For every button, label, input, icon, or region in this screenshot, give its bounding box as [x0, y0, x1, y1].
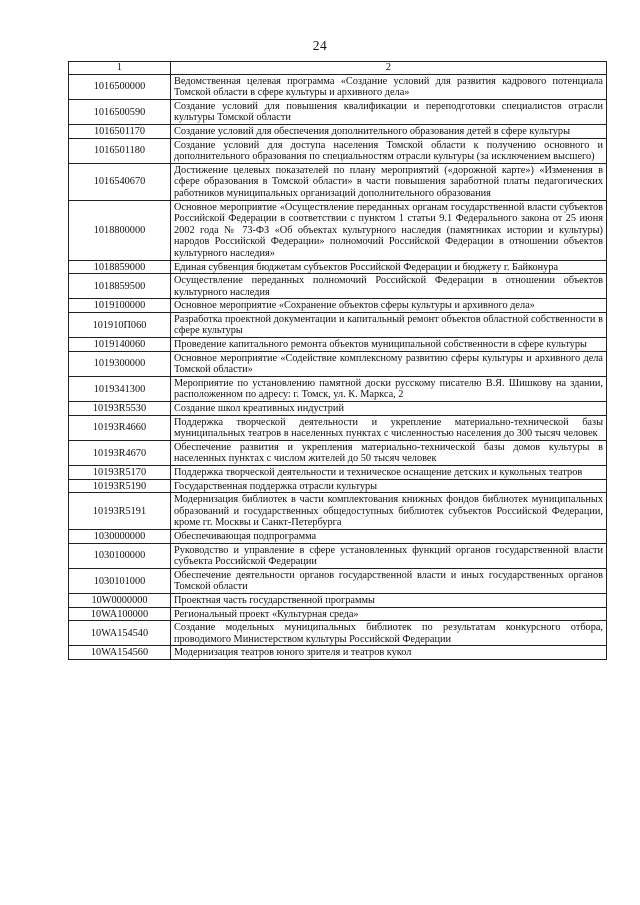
row-code: 1016501180 [69, 138, 171, 163]
row-code: 1016540670 [69, 163, 171, 200]
table-row [69, 543, 607, 568]
table-row [69, 440, 607, 465]
row-name: Руководство и управление в сфере установленных функций органов государственной власти субъекта Российской Федерации [171, 543, 607, 568]
row-code: 101910П060 [69, 312, 171, 337]
table-row [69, 163, 607, 200]
row-name: Мероприятие по установлению памятной доски русскому писателю В.Я. Шишкову на здании, расположенном по адресу: г. Томск, ул. К. Маркса, 2 [171, 376, 607, 401]
row-name: Государственная поддержка отрасли культуры [171, 479, 607, 493]
table-row [69, 593, 607, 607]
row-name: Модернизация библиотек в части комплектования книжных фондов библиотек муниципальных образований и государственных общедоступных библиотек субъектов Российской Федерации, кроме гг. Москвы и Санкт-Петербурга [171, 493, 607, 530]
row-code: 1016501170 [69, 124, 171, 138]
row-name: Создание условий для обеспечения дополнительного образования детей в сфере культуры [171, 124, 607, 138]
row-name: Обеспечение развития и укрепления материально-технической базы домов культуры в населенных пунктах с числом жителей до 50 тысяч человек [171, 440, 607, 465]
row-name: Поддержка творческой деятельности и укрепление материально-технической базы муниципальных театров в населенных пунктах с численностью населения до 300 тысяч человек [171, 415, 607, 440]
row-name: Единая субвенция бюджетам субъектов Российской Федерации и бюджету г. Байконура [171, 260, 607, 274]
row-code: 1030000000 [69, 529, 171, 543]
row-code: 1018859500 [69, 274, 171, 299]
row-name: Создание школ креативных индустрий [171, 402, 607, 416]
row-name: Проектная часть государственной программы [171, 593, 607, 607]
row-code: 10W0000000 [69, 593, 171, 607]
row-name: Разработка проектной документации и капитальный ремонт объектов областной собственности в сфере культуры [171, 312, 607, 337]
row-code: 1019341300 [69, 376, 171, 401]
row-name: Основное мероприятие «Сохранение объектов сферы культуры и архивного дела» [171, 299, 607, 313]
row-code: 10WA100000 [69, 607, 171, 621]
row-code: 10193R5190 [69, 479, 171, 493]
row-name: Достижение целевых показателей по плану мероприятий («дорожной карте») «Изменения в сфере образования в Томской области» в части повышения заработной платы педагогических работников муниципальных организаций дополнительного образования [171, 163, 607, 200]
table-row [69, 376, 607, 401]
row-name: Осуществление переданных полномочий Российской Федерации в отношении объектов культурного наследия [171, 274, 607, 299]
row-name: Региональный проект «Культурная среда» [171, 607, 607, 621]
table-row [69, 479, 607, 493]
row-name: Создание условий для доступа населения Томской области к получению основного и дополнительного образования по специальностям отрасли культуры (за исключением высшего) [171, 138, 607, 163]
row-name: Ведомственная целевая программа «Создание условий для развития кадрового потенциала Томской области в сфере культуры и архивного дела» [171, 74, 607, 99]
row-code: 1016500000 [69, 74, 171, 99]
column-header-code: 1 [69, 62, 171, 75]
table-row [69, 74, 607, 99]
table-row [69, 493, 607, 530]
table-row [69, 646, 607, 660]
row-name: Основное мероприятие «Содействие комплексному развитию сферы культуры и архивного дела Томской области» [171, 351, 607, 376]
row-name: Основное мероприятие «Осуществление переданных органам государственной власти субъектов Российской Федерации в соответствии с пунктом 1 статьи 9.1 Федерального закона от 25 июня 2002 года № 73-ФЗ «Об объектах культурного наследия (памятниках истории и культуры) народов Российской Федерации» полномочий Российской Федерации в отношении объектов культурного наследия» [171, 200, 607, 260]
row-name: Модернизация театров юного зрителя и театров кукол [171, 646, 607, 660]
table-row [69, 260, 607, 274]
row-name: Обеспечение деятельности органов государственной власти и иных государственных органов Томской области [171, 568, 607, 593]
table-row [69, 124, 607, 138]
page-number: 24 [312, 38, 328, 53]
table-row [69, 274, 607, 299]
row-code: 10WA154560 [69, 646, 171, 660]
table-row [69, 99, 607, 124]
row-code: 1019100000 [69, 299, 171, 313]
table-row [69, 607, 607, 621]
table-row [69, 621, 607, 646]
table-row [69, 200, 607, 260]
row-code: 1030101000 [69, 568, 171, 593]
table-row [69, 299, 607, 313]
row-code: 10193R5170 [69, 466, 171, 480]
table-row [69, 529, 607, 543]
row-code: 10193R4660 [69, 415, 171, 440]
table-row [69, 415, 607, 440]
row-code: 1030100000 [69, 543, 171, 568]
table-row [69, 568, 607, 593]
row-name: Поддержка творческой деятельности и техническое оснащение детских и кукольных театров [171, 466, 607, 480]
row-code: 1016500590 [69, 99, 171, 124]
table-row [69, 312, 607, 337]
budget-classification-table [68, 61, 607, 660]
row-name: Создание условий для повышения квалификации и переподготовки специалистов отрасли культуры Томской области [171, 99, 607, 124]
table-row [69, 466, 607, 480]
row-code: 1018800000 [69, 200, 171, 260]
row-code: 1019140060 [69, 338, 171, 352]
row-code: 1018859000 [69, 260, 171, 274]
row-code: 10193R5530 [69, 402, 171, 416]
row-code: 1019300000 [69, 351, 171, 376]
table-row [69, 351, 607, 376]
table-row [69, 338, 607, 352]
column-header-name: 2 [171, 62, 607, 75]
table-row [69, 402, 607, 416]
row-name: Создание модельных муниципальных библиотек по результатам конкурсного отбора, проводимого Министерством культуры Российской Федерации [171, 621, 607, 646]
table-header-row [69, 62, 607, 75]
row-code: 10193R4670 [69, 440, 171, 465]
row-code: 10193R5191 [69, 493, 171, 530]
table-row [69, 138, 607, 163]
row-code: 10WA154540 [69, 621, 171, 646]
row-name: Обеспечивающая подпрограмма [171, 529, 607, 543]
row-name: Проведение капитального ремонта объектов муниципальной собственности в сфере культуры [171, 338, 607, 352]
